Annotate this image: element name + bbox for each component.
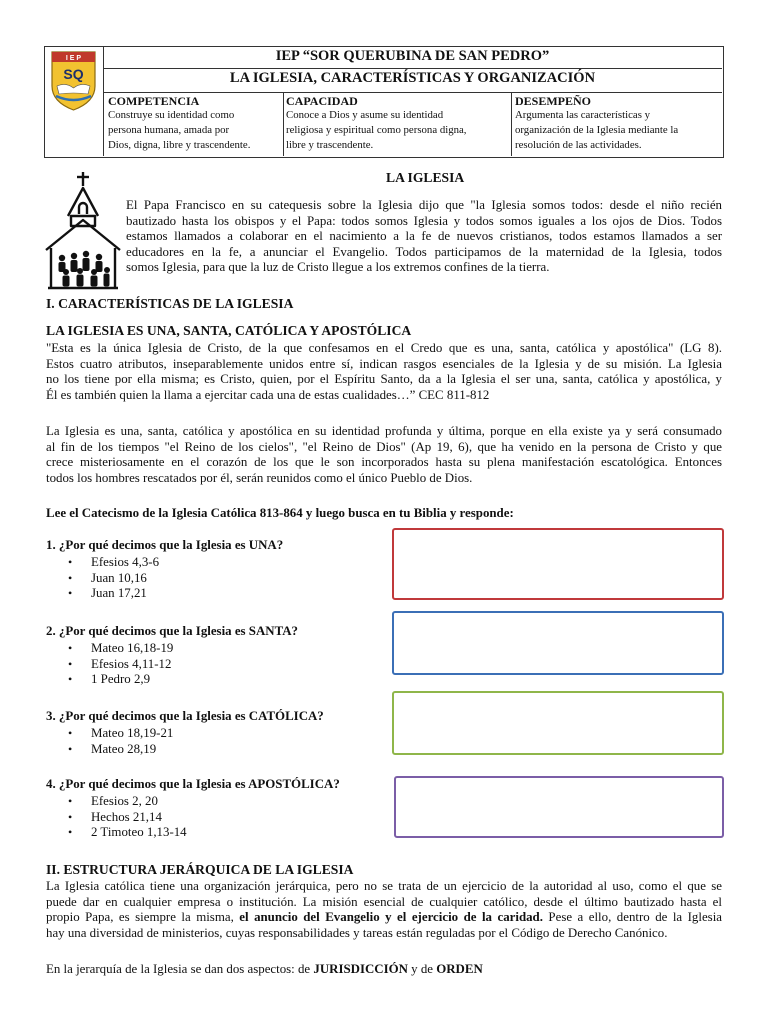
header-divider <box>103 92 722 93</box>
bible-ref: • Mateo 28,19 <box>46 742 173 758</box>
bible-ref: • Mateo 18,19-21 <box>46 726 173 742</box>
bible-ref: • Efesios 4,3-6 <box>46 555 159 571</box>
question-1: 1. ¿Por qué decimos que la Iglesia es UNA? <box>46 538 284 552</box>
bible-ref: • Efesios 4,11-12 <box>46 657 173 673</box>
column-divider <box>511 93 512 156</box>
answer-box-una[interactable] <box>392 528 724 600</box>
question-2: 2. ¿Por qué decimos que la Iglesia es SANTA? <box>46 624 298 638</box>
intro-title: LA IGLESIA <box>386 170 465 185</box>
question-4-refs <box>46 794 187 841</box>
desempeno-heading: DESEMPEÑO <box>515 94 592 108</box>
school-logo <box>44 46 103 156</box>
column-divider <box>283 93 284 156</box>
section2-heading: II. ESTRUCTURA JERÁRQUICA DE LA IGLESIA <box>46 862 354 877</box>
desempeno-text: Argumenta las características y organización de la Iglesia mediante la resolución de las actividades. <box>515 109 679 151</box>
capacidad-heading: CAPACIDAD <box>286 94 358 108</box>
section2-mixed-line: propio Papa, es siempre la misma, el anuncio del Evangelio y el ejercicio de la caridad. Pese a ello, dentro de la Iglesia <box>46 910 722 925</box>
competencia-text: Construye su identidad como persona humana, amada por Dios, digna, libre y trascendente. <box>108 109 251 151</box>
question-1-refs <box>46 555 159 602</box>
logo-mid-text: SQ <box>63 66 84 82</box>
bible-ref: • Hechos 21,14 <box>46 810 187 826</box>
section2-paragraph1: La Iglesia católica tiene una organización jerárquica, pero no se trata de un ejercicio de la autoridad al uso, como el que se puede dar en cualquier empresa o institución. La misión esencial de cualquier católico, desde el último bautizado hasta el propio Papa, es siempre la misma, el anuncio del Evangelio y el ejercicio de la caridad. Pese a ello, dentro de la Iglesia hay una diversidad de ministerios, cuyas responsabilidades y tareas están reguladas por el Código de Derecho Canónico. <box>46 879 722 940</box>
competencia-heading: COMPETENCIA <box>108 94 200 108</box>
bible-ref: • Efesios 2, 20 <box>46 794 187 810</box>
question-3-refs <box>46 726 173 757</box>
bible-ref: • 2 Timoteo 1,13-14 <box>46 825 187 841</box>
bible-ref: • 1 Pedro 2,9 <box>46 672 173 688</box>
section2-paragraph2: En la jerarquía de la Iglesia se dan dos aspectos: de JURISDICCIÓN y de ORDEN <box>46 962 483 976</box>
question-2-refs <box>46 641 173 688</box>
section1-heading: I. CARACTERÍSTICAS DE LA IGLESIA <box>46 296 294 311</box>
school-name: IEP “SOR QUERUBINA DE SAN PEDRO” <box>275 48 550 64</box>
capacidad-text: Conoce a Dios y asume su identidad religiosa y espiritual como persona digna, libre y trascendente. <box>286 109 467 151</box>
answer-box-catolica[interactable] <box>392 691 724 755</box>
bible-ref: • Juan 10,16 <box>46 571 159 587</box>
bible-ref: • Juan 17,21 <box>46 586 159 602</box>
header-divider <box>103 68 722 69</box>
logo-cell <box>44 46 104 156</box>
section1-subheading: LA IGLESIA ES UNA, SANTA, CATÓLICA Y APOSTÓLICA <box>46 323 412 338</box>
logo-top-text: I E P <box>65 55 82 62</box>
bible-ref: • Mateo 16,18-19 <box>46 641 173 657</box>
section1-paragraph2: La Iglesia es una, santa, católica y apostólica en su identidad profunda y última, porque en ella existe ya y será consumado al fin de los tiempos "el Reino de los cielos", "el Reino de Dios" (Ap 19, 6), que ha venido en la persona de Cristo y que crece misteriosamente en el corazón de los que le son incorporados hasta su plena manifestación escatológica. Entonces todos los hombres rescatados por él, serán reunidos como el único Pueblo de Dios. <box>46 424 722 485</box>
topic-title: LA IGLESIA, CARACTERÍSTICAS Y ORGANIZACIÓN <box>229 70 596 86</box>
question-4: 4. ¿Por qué decimos que la Iglesia es APOSTÓLICA? <box>46 777 340 791</box>
question-3: 3. ¿Por qué decimos que la Iglesia es CATÓLICA? <box>46 709 324 723</box>
church-icon <box>44 170 122 294</box>
instruction: Lee el Catecismo de la Iglesia Católica 813-864 y luego busca en tu Biblia y responde: <box>46 506 514 520</box>
intro-paragraph: El Papa Francisco en su catequesis sobre la Iglesia dijo que "la Iglesia somos todos: desde el niño recién bautizado hasta los obispos y el Papa: todos somos Iglesia y todos somos iguales a los ojos de Dios. Todos estamos llamados a colaborar en el nacimiento a la fe de nuevos cristianos, todos estamos llamados a ser educadores en la fe, a anunciar el Evangelio. Todos participamos de la maternidad de la Iglesia, todos somos Iglesia, para que la luz de Cristo llegue a los extremos confines de la tierra. <box>126 198 722 275</box>
answer-box-apostolica[interactable] <box>394 776 724 838</box>
answer-box-santa[interactable] <box>392 611 724 675</box>
section1-paragraph1: "Esta es la única Iglesia de Cristo, de la que confesamos en el Credo que es una, santa, católica y apostólica" (LG 8). Estos cuatro atributos, inseparablemente unidos entre sí, indican rasgos esenciales de la Iglesia y de su misión. La Iglesia no los tiene por ella misma; es Cristo, quien, por el Espíritu Santo, da a la Iglesia el ser una, santa, católica y apostólica, y Él es también quien la llama a ejercitar cada una de estas cualidades…” CEC 811-812 <box>46 341 722 402</box>
